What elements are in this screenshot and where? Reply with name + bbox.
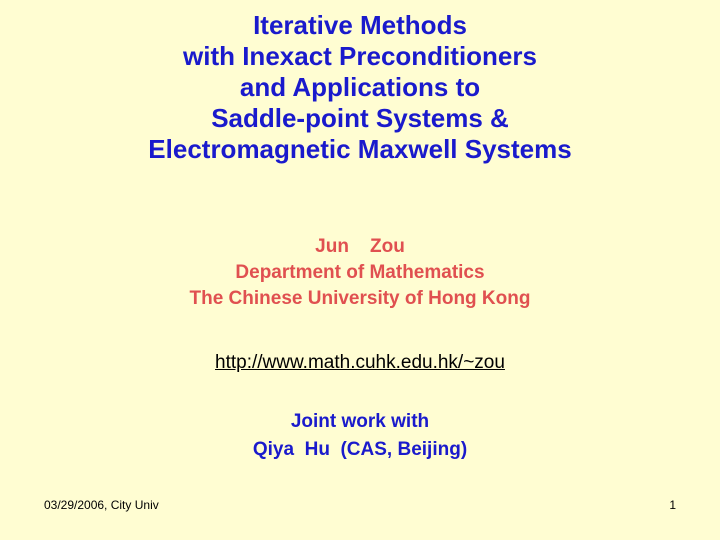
homepage-link-block bbox=[0, 350, 720, 376]
joint-work-block bbox=[0, 408, 720, 464]
author-block bbox=[0, 234, 720, 312]
footer-page-number: 1 bbox=[669, 498, 676, 512]
slide-title bbox=[0, 10, 720, 165]
author-department: Department of Mathematics bbox=[235, 262, 485, 283]
title-line-3: and Applications to bbox=[239, 72, 481, 102]
author-university: The Chinese University of Hong Kong bbox=[189, 288, 531, 309]
title-line-1: Iterative Methods bbox=[253, 10, 467, 40]
collaborator-name: Qiya Hu (CAS, Beijing) bbox=[252, 439, 468, 460]
author-name: Jun Zou bbox=[315, 236, 405, 257]
title-line-2: with Inexact Preconditioners bbox=[183, 41, 537, 71]
footer-date-venue: 03/29/2006, City Univ bbox=[44, 498, 159, 512]
title-line-5: Electromagnetic Maxwell Systems bbox=[148, 134, 572, 164]
homepage-link[interactable]: http://www.math.cuhk.edu.hk/~zou bbox=[215, 352, 505, 373]
joint-work-intro: Joint work with bbox=[290, 411, 430, 432]
title-line-4: Saddle-point Systems & bbox=[211, 103, 509, 133]
